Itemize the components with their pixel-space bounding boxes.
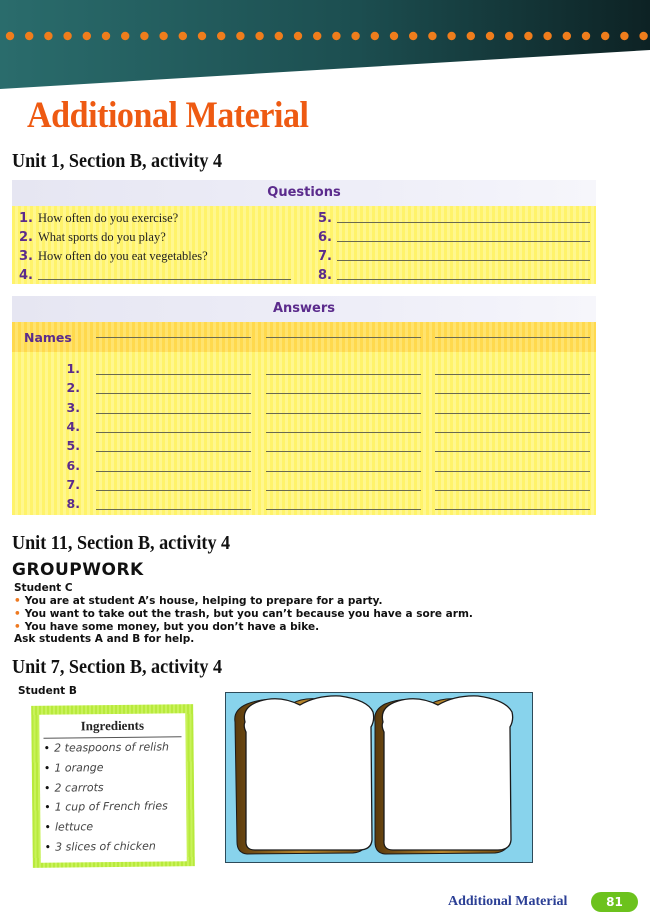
answer-blank[interactable] bbox=[266, 432, 421, 433]
question-item: 7. bbox=[318, 245, 590, 264]
groupwork-label: GROUPWORK bbox=[12, 560, 144, 580]
answer-row-number: 3. bbox=[66, 399, 80, 415]
section-heading-unit7: Unit 7, Section B, activity 4 bbox=[12, 657, 223, 678]
name-blank-1[interactable] bbox=[96, 337, 251, 338]
answer-blank[interactable] bbox=[266, 471, 421, 472]
question-blank-8[interactable] bbox=[337, 267, 590, 280]
answer-row-number: 4. bbox=[66, 418, 80, 434]
instruction-closing: Ask students A and B for help. bbox=[14, 633, 195, 645]
question-item: 2. What sports do you play? bbox=[19, 230, 166, 245]
student-b-label: Student B bbox=[18, 685, 77, 697]
name-blank-2[interactable] bbox=[266, 337, 421, 338]
answer-blank[interactable] bbox=[266, 490, 421, 491]
ingredients-card bbox=[31, 704, 195, 868]
question-item: 8. bbox=[318, 264, 590, 283]
ingredients-title: Ingredients bbox=[43, 713, 181, 738]
instruction-bullet: • You are at student A’s house, helping to prepare for a party. bbox=[14, 595, 383, 607]
names-row bbox=[12, 322, 596, 352]
question-blank-4[interactable] bbox=[38, 267, 291, 280]
answer-blank[interactable] bbox=[435, 471, 590, 472]
answer-blank[interactable] bbox=[266, 413, 421, 414]
ingredient-item: • 2 carrots bbox=[43, 780, 104, 795]
header-banner bbox=[0, 0, 650, 100]
answers-body bbox=[12, 352, 596, 515]
ingredient-item: • 1 orange bbox=[43, 760, 104, 775]
answer-blank[interactable] bbox=[96, 393, 251, 394]
question-item: 1. How often do you exercise? bbox=[19, 211, 179, 226]
answer-blank[interactable] bbox=[96, 413, 251, 414]
answer-blank[interactable] bbox=[96, 471, 251, 472]
answer-blank[interactable] bbox=[96, 509, 251, 510]
answers-panel bbox=[12, 296, 596, 515]
bread-slices-icon bbox=[225, 692, 533, 863]
ingredient-item: • 3 slices of chicken bbox=[44, 839, 156, 854]
answer-blank[interactable] bbox=[435, 432, 590, 433]
answer-row-number: 2. bbox=[66, 380, 80, 396]
answers-header: Answers bbox=[12, 296, 596, 322]
instruction-bullet: • You have some money, but you don’t have a bike. bbox=[14, 621, 320, 633]
answer-row-number: 1. bbox=[66, 361, 80, 376]
name-blank-3[interactable] bbox=[435, 337, 590, 338]
question-item: 4. bbox=[19, 264, 291, 283]
question-item: 5. bbox=[318, 207, 590, 226]
answer-blank[interactable] bbox=[266, 374, 421, 375]
question-item: 3. How often do you eat vegetables? bbox=[19, 249, 208, 264]
answer-row-number: 5. bbox=[66, 438, 80, 454]
dotted-divider bbox=[0, 28, 650, 44]
questions-body bbox=[12, 206, 596, 284]
answer-blank[interactable] bbox=[96, 490, 251, 491]
answer-blank[interactable] bbox=[266, 393, 421, 394]
footer-label: Additional Material bbox=[448, 894, 568, 909]
answer-blank[interactable] bbox=[96, 432, 251, 433]
questions-header: Questions bbox=[12, 180, 596, 206]
names-label: Names bbox=[24, 330, 72, 345]
answer-blank[interactable] bbox=[435, 393, 590, 394]
answer-blank[interactable] bbox=[266, 509, 421, 510]
page-number-badge: 81 bbox=[591, 892, 638, 912]
ingredient-item: • lettuce bbox=[44, 820, 94, 834]
question-blank-5[interactable] bbox=[337, 210, 590, 223]
answer-blank[interactable] bbox=[266, 451, 421, 452]
ingredient-item: • 2 teaspoons of relish bbox=[43, 740, 170, 755]
answer-blank[interactable] bbox=[96, 374, 251, 375]
instruction-bullet: • You want to take out the trash, but you can’t because you have a sore arm. bbox=[14, 608, 473, 620]
answer-blank[interactable] bbox=[435, 413, 590, 414]
answer-blank[interactable] bbox=[435, 509, 590, 510]
question-blank-6[interactable] bbox=[337, 229, 590, 242]
questions-panel bbox=[12, 180, 596, 284]
answer-blank[interactable] bbox=[435, 490, 590, 491]
question-blank-7[interactable] bbox=[337, 248, 590, 261]
answer-row-number: 7. bbox=[66, 476, 80, 492]
answer-blank[interactable] bbox=[96, 451, 251, 452]
student-c-label: Student C bbox=[14, 582, 73, 594]
ingredient-item: • 1 cup of French fries bbox=[44, 799, 168, 815]
answer-blank[interactable] bbox=[435, 451, 590, 452]
section-heading-unit1: Unit 1, Section B, activity 4 bbox=[12, 151, 223, 172]
answer-blank[interactable] bbox=[435, 374, 590, 375]
answer-row-number: 8. bbox=[66, 496, 80, 512]
answer-row-number: 6. bbox=[66, 457, 80, 473]
section-heading-unit11: Unit 11, Section B, activity 4 bbox=[12, 533, 231, 554]
page-title: Additional Material bbox=[27, 95, 309, 136]
question-item: 6. bbox=[318, 226, 590, 245]
